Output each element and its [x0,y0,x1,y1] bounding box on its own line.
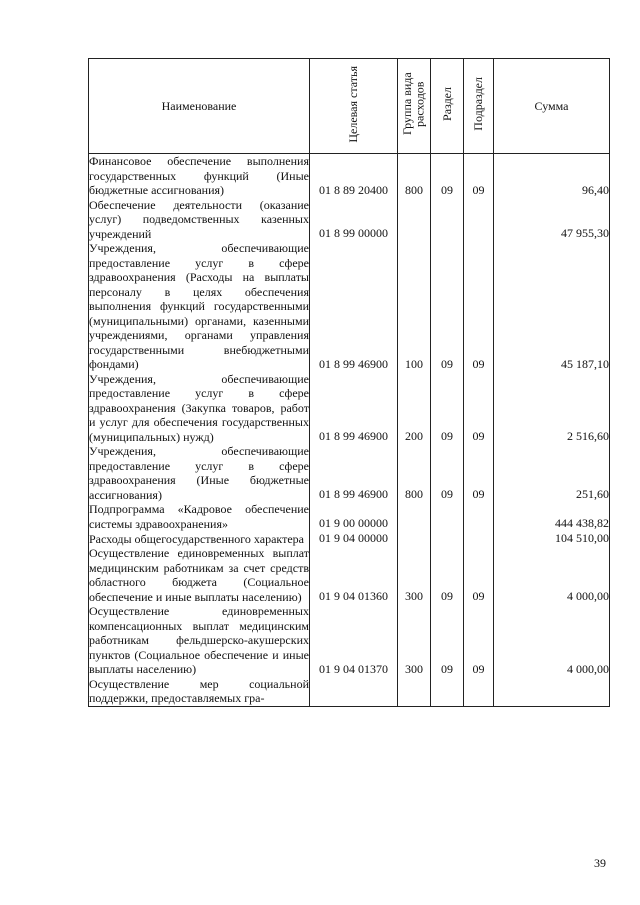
cell-name: Расходы общегосударственного характера [89,531,310,546]
cell-sum: 4 000,00 [494,546,610,604]
cell-target: 01 9 04 01360 [310,546,398,604]
cell-name: Учреждения, обеспечивающие предоставление услуг в сфере здравоохранения (Закупка товаров, работ и услуг для обеспечения государственных (муниципальных) нужд) [89,371,309,444]
cell-group: 200 [398,372,431,445]
cell-name: Финансовое обеспечение выполнения государственных функций (Иные бюджетные ассигнования) [89,154,309,197]
table-row [89,372,610,445]
header-group: Группа вида расходов [398,59,431,154]
cell-subsection [464,531,494,546]
table-row [89,444,610,502]
cell-target: 01 8 99 46900 [310,241,398,372]
cell-subsection: 09 [464,604,494,677]
cell-section [431,502,464,531]
cell-group: 800 [398,444,431,502]
header-subsection: Подраздел [464,59,494,154]
cell-target: 01 9 04 00000 [310,531,398,546]
table-row [89,198,610,242]
cell-target: 01 9 00 00000 [310,502,398,531]
table-row [89,546,610,604]
cell-section [431,531,464,546]
table-row [89,154,610,198]
cell-group: 300 [398,546,431,604]
cell-name: Обеспечение деятельности (оказание услуг) подведомственных казенных учреждений [89,197,309,241]
cell-group: 800 [398,154,431,198]
cell-name: Учреждения, обеспечивающие предоставление услуг в сфере здравоохранения (Иные бюджетные ассигнования) [89,444,309,502]
cell-section: 09 [431,546,464,604]
cell-target: 01 8 99 00000 [310,198,398,242]
header-sum: Сумма [494,59,610,154]
cell-target: 01 8 89 20400 [310,154,398,198]
cell-sum: 444 438,82 [494,502,610,531]
cell-section [431,677,464,707]
cell-name: Осуществление единовременных компенсационных выплат медицинским работникам фельдшерско-акушерских пунктов (Социальное обеспечение и иные выплаты населению) [89,604,309,676]
cell-sum: 45 187,10 [494,241,610,372]
cell-target: 01 8 99 46900 [310,444,398,502]
cell-sum: 104 510,00 [494,531,610,546]
cell-subsection: 09 [464,546,494,604]
table-row [89,241,610,372]
cell-sum: 2 516,60 [494,372,610,445]
cell-subsection: 09 [464,372,494,445]
page-number: 39 [594,856,606,870]
cell-target: 01 8 99 46900 [310,372,398,445]
cell-sum: 47 955,30 [494,198,610,242]
cell-sum: 251,60 [494,444,610,502]
cell-target [310,677,398,707]
cell-target: 01 9 04 01370 [310,604,398,677]
cell-section: 09 [431,372,464,445]
cell-name: Учреждения, обеспечивающие предоставление услуг в сфере здравоохранения (Расходы на выплаты персоналу в целях обеспечения выполнения функций государственными (муниципальными) органами, казенными учреждениями, органами управления государственными внебюджетными фондами) [89,241,309,371]
table-row [89,502,610,531]
header-target: Целевая статья [310,59,398,154]
cell-group [398,531,431,546]
cell-group: 100 [398,241,431,372]
cell-group [398,502,431,531]
cell-section: 09 [431,241,464,372]
cell-group: 300 [398,604,431,677]
cell-subsection [464,677,494,707]
cell-subsection [464,198,494,242]
cell-section: 09 [431,154,464,198]
table-row [89,531,610,546]
cell-section: 09 [431,604,464,677]
cell-sum [494,677,610,707]
table-header-row [89,59,610,154]
cell-section: 09 [431,444,464,502]
cell-group [398,677,431,707]
cell-section [431,198,464,242]
cell-name: Подпрограмма «Кадровое обеспечение системы здравоохранения» [89,502,309,531]
cell-sum: 4 000,00 [494,604,610,677]
cell-subsection: 09 [464,444,494,502]
cell-name: Осуществление единовременных выплат медицинским работникам за счет средств областного бюджета (Социальное обеспечение и иные выплаты населению) [89,546,309,604]
cell-subsection: 09 [464,154,494,198]
table-row [89,604,610,677]
table-row [89,677,610,707]
cell-group [398,198,431,242]
header-name: Наименование [89,59,310,154]
cell-subsection: 09 [464,241,494,372]
cell-subsection [464,502,494,531]
header-section: Раздел [431,59,464,154]
cell-name: Осуществление мер социальной поддержки, предоставляемых гра- [89,676,309,705]
budget-table [88,58,610,707]
cell-sum: 96,40 [494,154,610,198]
